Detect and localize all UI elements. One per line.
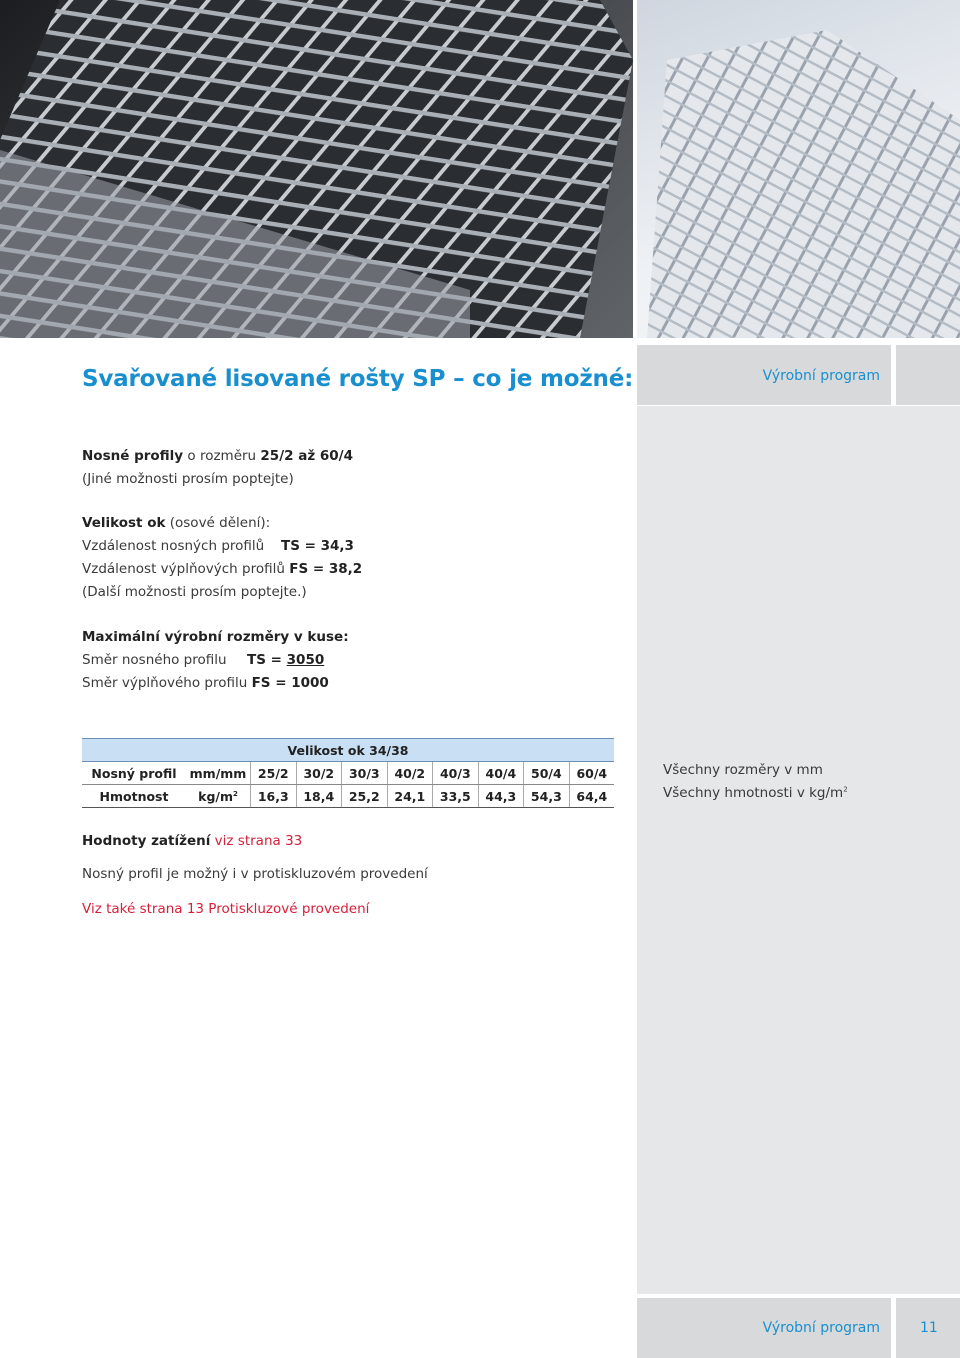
section-tab (637, 345, 891, 405)
table-cell: 60/4 (569, 762, 614, 785)
footer-tab (637, 1298, 891, 1358)
note-weights-text: Všechny hmotnosti v kg/m (663, 785, 844, 801)
table-cell: 40/3 (433, 762, 479, 785)
mesh-note: (Další možnosti prosím poptejte.) (82, 584, 307, 600)
row2-unit (186, 785, 251, 808)
mesh-fs-line (82, 561, 362, 577)
see-also-link[interactable]: Viz také strana 13 Protiskluzové provedení (82, 901, 370, 917)
table-cell: 44,3 (478, 785, 524, 808)
row2-unit-text: kg/m (198, 788, 233, 804)
grating-image-left (0, 0, 633, 338)
table-row (82, 785, 614, 808)
row2-unit-sup: 2 (232, 789, 238, 798)
max-dims-ts-value: 3050 (286, 652, 325, 668)
row2-label: Hmotnost (82, 785, 186, 808)
page-title: Svařované lisované rošty SP – co je možné: (82, 366, 634, 392)
max-dims-fs-line (82, 675, 329, 691)
mesh-ts-line (82, 538, 354, 554)
page-number-box (896, 1298, 960, 1358)
table-cell: 64,4 (569, 785, 614, 808)
table-cell: 33,5 (433, 785, 479, 808)
max-dims-fs-value: FS = 1000 (251, 675, 329, 691)
table-cell: 30/3 (342, 762, 388, 785)
max-dims-heading: Maximální výrobní rozměry v kuse: (82, 629, 349, 645)
sidebar-background (637, 406, 960, 1294)
table-cell: 40/4 (478, 762, 524, 785)
section-label: Výrobní program (762, 368, 880, 384)
note-weights (663, 785, 848, 801)
row1-label: Nosný profil (82, 762, 186, 785)
table-cell: 18,4 (296, 785, 342, 808)
profiles-range: 25/2 až 60/4 (260, 448, 353, 464)
mesh-ts-label: Vzdálenost nosných profilů (82, 538, 265, 554)
mesh-fs-value: FS = 38,2 (289, 561, 363, 577)
profiles-label: Nosné profily (82, 448, 184, 464)
table-cell: 40/2 (387, 762, 433, 785)
profiles-note: (Jiné možnosti prosím poptejte) (82, 471, 294, 487)
grating-photo-left (0, 0, 633, 338)
table-cell: 25/2 (251, 762, 297, 785)
table-cell: 25,2 (342, 785, 388, 808)
table-cell: 16,3 (251, 785, 297, 808)
note-weights-sup: 2 (843, 785, 848, 794)
load-label: Hodnoty zatížení (82, 833, 211, 849)
page-number: 11 (920, 1320, 938, 1336)
table-caption-row (82, 739, 614, 762)
grating-photo-right (637, 0, 960, 338)
max-dims-ts-prefix: TS = (247, 652, 287, 668)
table-cell: 24,1 (387, 785, 433, 808)
max-dims-ts-label: Směr nosného profilu (82, 652, 227, 668)
footer-label: Výrobní program (762, 1320, 880, 1336)
table-cell: 30/2 (296, 762, 342, 785)
table-cell: 54,3 (524, 785, 570, 808)
mesh-fs-label: Vzdálenost výplňových profilů (82, 561, 285, 577)
mesh-ts-value: TS = 34,3 (281, 538, 354, 554)
spec-table (82, 738, 614, 808)
profiles-mid: o rozměru (183, 448, 261, 464)
grating-image-right (637, 0, 960, 338)
profiles-line (82, 448, 353, 464)
section-tab-end (896, 345, 960, 405)
mesh-heading-bold: Velikost ok (82, 515, 166, 531)
table-row (82, 762, 614, 785)
load-link[interactable]: viz strana 33 (210, 833, 303, 849)
max-dims-fs-label: Směr výplňového profilu (82, 675, 248, 691)
max-dims-ts-line (82, 652, 325, 668)
antislip-text: Nosný profil je možný i v protiskluzovém provedení (82, 866, 428, 882)
mesh-heading-rest: (osové dělení): (165, 515, 271, 531)
table-caption: Velikost ok 34/38 (82, 739, 614, 762)
table-cell: 50/4 (524, 762, 570, 785)
load-line (82, 833, 302, 849)
mesh-heading (82, 515, 270, 531)
note-dims: Všechny rozměry v mm (663, 762, 823, 778)
row1-unit: mm/mm (186, 762, 251, 785)
